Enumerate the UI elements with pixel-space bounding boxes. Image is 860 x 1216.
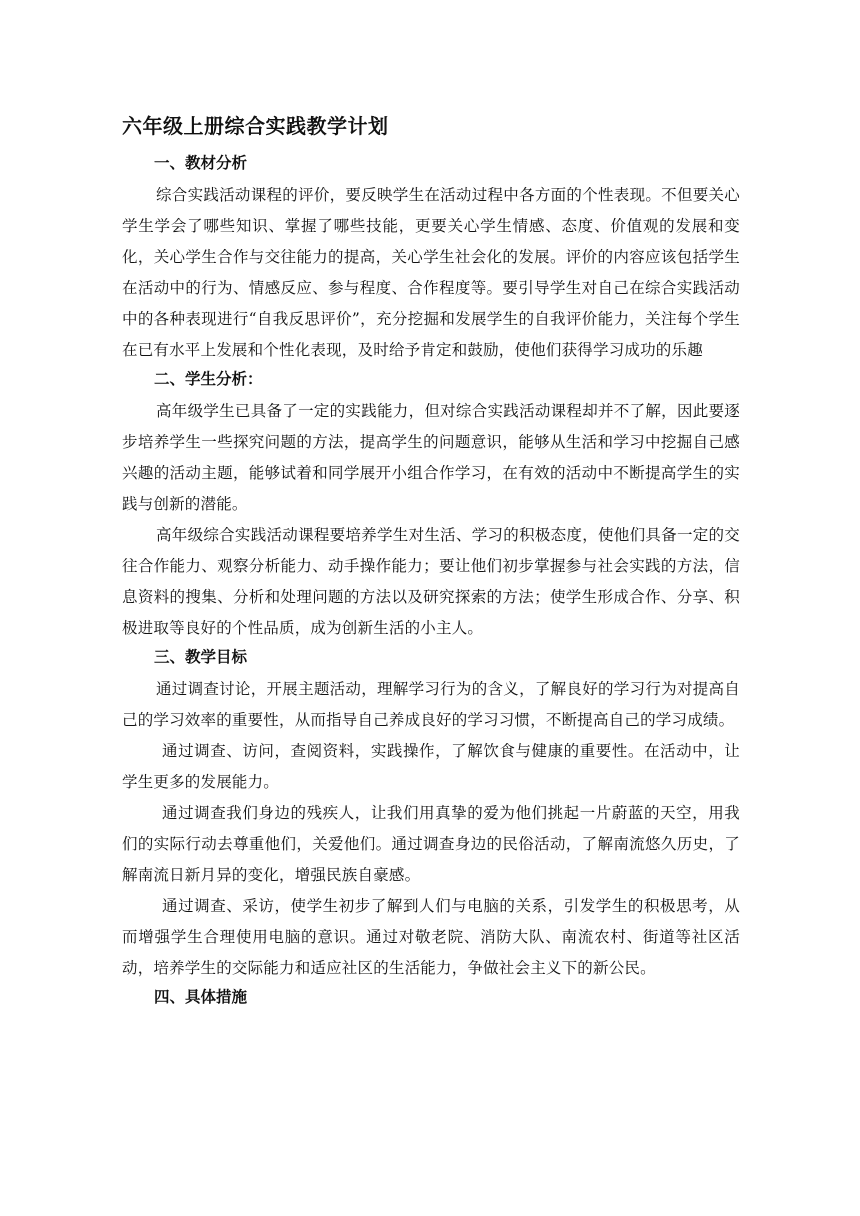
- paragraph: 高年级综合实践活动课程要培养学生对生活、学习的积极态度，使他们具备一定的交往合作能力、观察分析能力、动手操作能力；要让他们初步掌握参与社会实践的方法，信息资料的搜集、分析和处理问题的方法以及研究探索的方法；使学生形成合作、分享、积极进取等良好的个性品质，成为创新生活的小主人。: [122, 526, 740, 637]
- document-page: [122, 112, 740, 1014]
- section-measures: [122, 984, 740, 1010]
- paragraph: 高年级学生已具备了一定的实践能力，但对综合实践活动课程却并不了解，因此要逐步培养学生一些探究问题的方法，提高学生的问题意识，能够从生活和学习中挖掘自己感兴趣的活动主题，能够试着和同学展开小组合作学习，在有效的活动中不断提高学生的实践与创新的潜能。: [122, 402, 740, 513]
- section-heading: 二、学生分析：: [154, 369, 263, 388]
- section-heading: 三、教学目标: [154, 647, 248, 666]
- section-heading: 四、具体措施: [154, 987, 248, 1006]
- section-student-analysis: [122, 366, 740, 644]
- paragraph: 通过调查、采访，使学生初步了解到人们与电脑的关系，引发学生的积极思考，从而增强学生合理使用电脑的意识。通过对敬老院、消防大队、南流农村、街道等社区活动，培养学生的交际能力和适应社区的生活能力，争做社会主义下的新公民。: [122, 897, 740, 977]
- paragraph: 综合实践活动课程的评价，要反映学生在活动过程中各方面的个性表现。不但要关心学生学会了哪些知识、掌握了哪些技能，更要关心学生情感、态度、价值观的发展和变化，关心学生合作与交往能力的提高，关心学生社会化的发展。评价的内容应该包括学生在活动中的行为、情感反应、参与程度、合作程度等。要引导学生对自己在综合实践活动中的各种表现进行“自我反思评价”，充分挖掘和发展学生的自我评价能力，关注每个学生在已有水平上发展和个性化表现，及时给予肯定和鼓励，使他们获得学习成功的乐趣: [122, 186, 740, 359]
- section-textbook-analysis: [122, 150, 740, 366]
- paragraph: 通过调查、访问，查阅资料，实践操作，了解饮食与健康的重要性。在活动中，让学生更多的发展能力。: [122, 742, 740, 791]
- paragraph: 通过调查讨论，开展主题活动，理解学习行为的含义，了解良好的学习行为对提高自己的学习效率的重要性，从而指导自己养成良好的学习习惯，不断提高自己的学习成绩。: [122, 680, 740, 729]
- paragraph: 通过调查我们身边的残疾人，让我们用真挚的爱为他们挑起一片蔚蓝的天空，用我们的实际行动去尊重他们，关爱他们。通过调查身边的民俗活动，了解南流悠久历史，了解南流日新月异的变化，增强民族自豪感。: [122, 804, 740, 884]
- document-title: 六年级上册综合实践教学计划: [122, 114, 389, 138]
- section-heading: 一、教材分析: [154, 153, 248, 172]
- section-teaching-goals: [122, 644, 740, 984]
